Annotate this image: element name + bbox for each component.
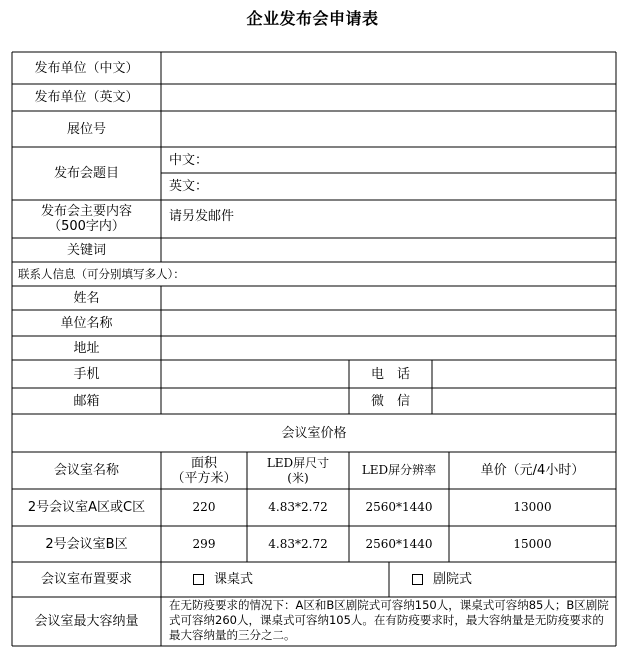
topic-label: 发布会题目 xyxy=(53,166,119,181)
contact-header: 联系人信息（可分别填写多人）： xyxy=(18,267,185,281)
mobile-field[interactable] xyxy=(161,360,349,388)
layout-option-classroom[interactable] xyxy=(161,562,389,597)
wechat-label: 微 信 xyxy=(370,393,410,409)
publisher-cn-field[interactable] xyxy=(161,52,616,84)
content-label-line1: 发布会主要内容 xyxy=(40,204,132,219)
publisher-en-label: 发布单位（英文） xyxy=(34,90,139,105)
row1-led-resolution: 2560*1440 xyxy=(365,500,433,514)
layout-option-theater[interactable] xyxy=(389,562,616,597)
theater-checkbox[interactable] xyxy=(412,574,423,585)
org-label: 单位名称 xyxy=(60,315,113,331)
capacity-label: 会议室最大容纳量 xyxy=(34,614,139,629)
row2-area: 299 xyxy=(192,536,216,551)
classroom-checkbox[interactable] xyxy=(193,574,204,585)
row1-price: 13000 xyxy=(513,500,552,514)
publisher-en-field[interactable] xyxy=(161,84,616,111)
row2-led-resolution: 2560*1440 xyxy=(365,536,433,551)
email-field[interactable] xyxy=(161,388,349,414)
pricing-header: 会议室价格 xyxy=(281,425,347,441)
capacity-text: 在无防疫要求的情况下：A区和B区剧院式可容纳150人，课桌式可容纳85人；B区剧院式可容纳260人，课桌式可容纳105人。在有防疫要求时，最大容纳量是无防疫要求的最大容纳量的三分之二。 xyxy=(169,598,609,642)
name-label: 姓名 xyxy=(73,290,100,306)
row1-room: 2号会议室A区或C区 xyxy=(27,500,146,515)
row1-led-size: 4.83*2.72 xyxy=(268,500,328,514)
row1-area: 220 xyxy=(192,500,216,514)
theater-option-label: 剧院式 xyxy=(433,572,473,587)
content-label xyxy=(12,200,161,238)
phone-field[interactable] xyxy=(432,360,616,388)
layout-label: 会议室布置要求 xyxy=(40,572,132,587)
keywords-label: 关键词 xyxy=(66,242,106,258)
row2-room: 2号会议室B区 xyxy=(45,536,128,552)
col-led-resolution: LED屏分辨率 xyxy=(361,463,437,477)
phone-label: 电 话 xyxy=(370,366,410,382)
booth-no-field[interactable] xyxy=(161,111,616,147)
org-field[interactable] xyxy=(161,310,616,336)
content-field[interactable]: 请另发邮件 xyxy=(169,208,235,224)
address-label: 地址 xyxy=(73,340,100,356)
topic-cn-field[interactable]: 中文： xyxy=(169,152,209,168)
email-label: 邮箱 xyxy=(73,393,100,409)
address-field[interactable] xyxy=(161,336,616,360)
wechat-field[interactable] xyxy=(432,388,616,414)
row2-price: 15000 xyxy=(513,536,552,551)
booth-no-label: 展位号 xyxy=(66,121,106,137)
content-label-line2: （500字内） xyxy=(48,219,125,234)
mobile-label: 手机 xyxy=(73,366,100,382)
form-title: 企业发布会申请表 xyxy=(246,9,379,28)
classroom-option-label: 课桌式 xyxy=(214,572,254,587)
col-room-name: 会议室名称 xyxy=(53,463,119,478)
col-area: 面积 （平方米） xyxy=(171,455,237,486)
col-led-size: LED屏尺寸 (米) xyxy=(266,455,330,485)
name-field[interactable] xyxy=(161,286,616,310)
keywords-field[interactable] xyxy=(161,238,616,262)
publisher-cn-label: 发布单位（中文） xyxy=(34,60,139,76)
col-unit-price: 单价（元/4小时） xyxy=(480,463,585,478)
topic-en-field[interactable]: 英文： xyxy=(169,179,209,194)
row2-led-size: 4.83*2.72 xyxy=(268,536,328,551)
